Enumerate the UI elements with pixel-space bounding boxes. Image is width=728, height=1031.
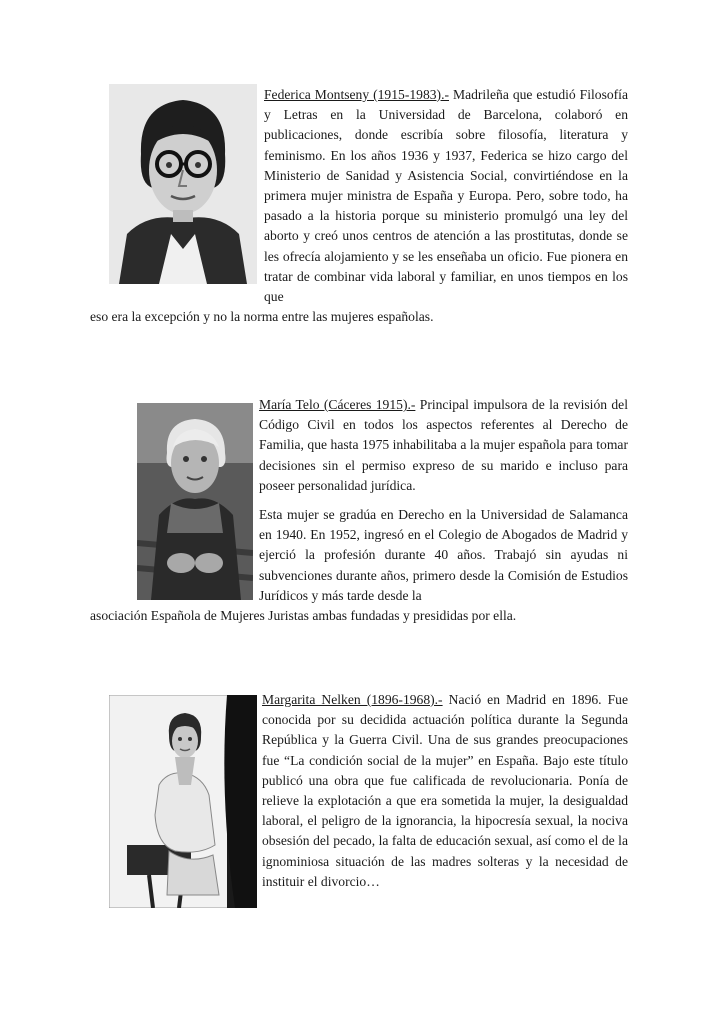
bio-maria-second: Esta mujer se gradúa en Derecho en la Universidad de Salamanca en 1940. En 1952, ingresó en el Colegio de Abogados de Madrid y ejerció la profesión durante 40 años. Trabajó sin ayudas ni subvenciones durante años, primero desde la Comisión de Estudios Jurídicos y más tarde desde la: [259, 507, 628, 603]
text-maria-bio: Principal impulsora de la revisión del Código Civil en todos los aspectos referentes al Derecho de Familia, que hasta 1975 inhabilitaba a la mujer española para tomar decisiones sin el permiso expreso de su marido e incluso para poseer personalidad jurídica.: [259, 397, 628, 493]
name-maria-telo: María Telo (Cáceres 1915).-: [259, 397, 416, 412]
bio-margarita-main: [262, 690, 628, 892]
portrait-margarita-nelken: [109, 695, 257, 908]
bio-federica-main: [264, 85, 628, 307]
name-federica-montseny: Federica Montseny (1915-1983).-: [264, 87, 449, 102]
bio-maria-tail: asociación Española de Mujeres Juristas ambas fundadas y presididas por ella.: [90, 608, 517, 623]
portrait-federica-montseny: [109, 84, 257, 284]
portrait-image: [109, 84, 257, 284]
portrait-image: [109, 695, 257, 908]
text-margarita-bio: Nació en Madrid en 1896. Fue conocida por su decidida actuación política durante la Segunda República y la Guerra Civil. Una de sus grandes preocupaciones fue “La condición social de la mujer” en España. Bajo este título publicó una obra que fue calificada de revolucionaria. Ponía de relieve la explotación a que era sometida la mujer, la desigualdad laboral, el peligro de la ignorancia, la hipocresía sexual, la nociva obsesión del pecado, la falta de educación sexual, así como el de la ignominiosa situación de las madres solteras y la necesidad de instituir el divorcio…: [262, 692, 629, 889]
bio-maria-main: [259, 395, 628, 496]
bio-federica-tail: eso era la excepción y no la norma entre las mujeres españolas.: [90, 309, 434, 324]
text-federica-bio: Madrileña que estudió Filosofía y Letras en la Universidad de Barcelona, colaboró en publicaciones, donde escribía sobre filosofía, literatura y feminismo. En los años 1936 y 1937, Federica se hizo cargo del Ministerio de Sanidad y Asistencia Social, convirtiéndose en la primera mujer ministra de España y Europa. Pero, sobre todo, ha pasado a la historia porque su ministerio promulgó una ley del aborto y creó unos centros de atención a las prostitutas, donde se les ofrecía alojamiento y se les enseñaba un oficio. Fue pionera en tratar de combinar vida laboral y familiar, en unos tiempos en los que: [264, 87, 628, 305]
portrait-image: [137, 403, 253, 600]
portrait-maria-telo: [137, 403, 253, 600]
name-margarita-nelken: Margarita Nelken (1896-1968).-: [262, 692, 443, 707]
